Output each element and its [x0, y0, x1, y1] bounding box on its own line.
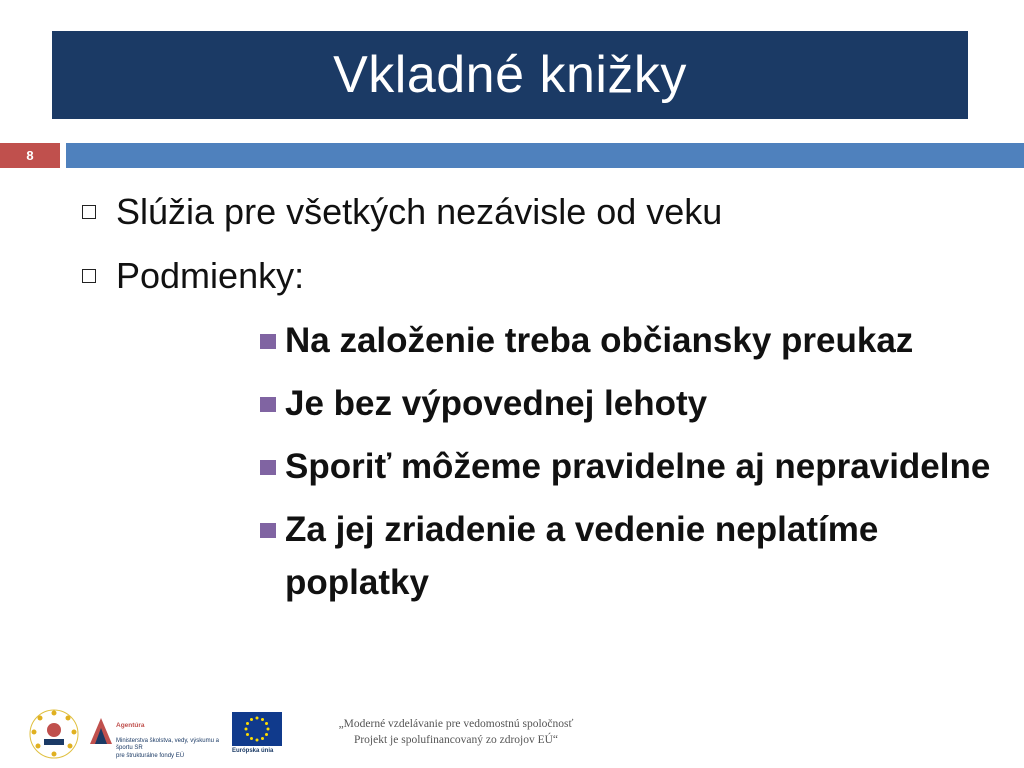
slide-title: Vkladné knižky [333, 46, 687, 104]
hollow-square-icon [82, 269, 96, 283]
bullet-text: Podmienky: [116, 255, 305, 296]
filled-square-icon [260, 397, 276, 412]
agency-logo [88, 714, 228, 759]
agency-logo-icon [88, 716, 114, 746]
title-bar [52, 31, 968, 119]
list-item [258, 314, 998, 367]
footer-note-line1: „Moderné vzdelávanie pre vedomostnú spoločnosť [338, 718, 574, 730]
bullet-text: Slúžia pre všetkých nezávisle od veku [116, 191, 723, 232]
list-item [82, 254, 982, 298]
list-item [82, 190, 982, 234]
sub-bullet-text: Sporiť môžeme pravidelne aj nepravidelne [285, 447, 991, 486]
agency-body: Ministerstva školstva, vedy, výskumu a športu SR pre štrukturálne fondy EÚ [116, 737, 219, 759]
sub-bullet-text: Na založenie treba občiansky preukaz [285, 321, 914, 360]
program-logo-icon [28, 708, 80, 760]
hollow-square-icon [82, 205, 96, 219]
footer [0, 700, 1024, 768]
eu-flag-icon [232, 712, 282, 746]
sub-bullet-text: Za jej zriadenie a vedenie neplatíme poplatky [285, 510, 879, 602]
bullet-list [82, 190, 982, 318]
accent-bar [66, 143, 1024, 168]
filled-square-icon [260, 523, 276, 538]
list-item [258, 377, 998, 430]
list-item [258, 503, 998, 609]
footer-note [296, 716, 616, 748]
sub-bullet-text: Je bez výpovednej lehoty [285, 384, 708, 423]
eu-caption: Európska únia [232, 748, 274, 754]
filled-square-icon [260, 334, 276, 349]
footer-note-line2: Projekt je spolufinancovaný zo zdrojov EÚ“ [353, 734, 559, 746]
filled-square-icon [260, 460, 276, 475]
slide-number: 8 [0, 143, 60, 168]
agency-head: Agentúra [116, 721, 145, 729]
sub-bullet-list [258, 314, 998, 619]
list-item [258, 440, 998, 493]
